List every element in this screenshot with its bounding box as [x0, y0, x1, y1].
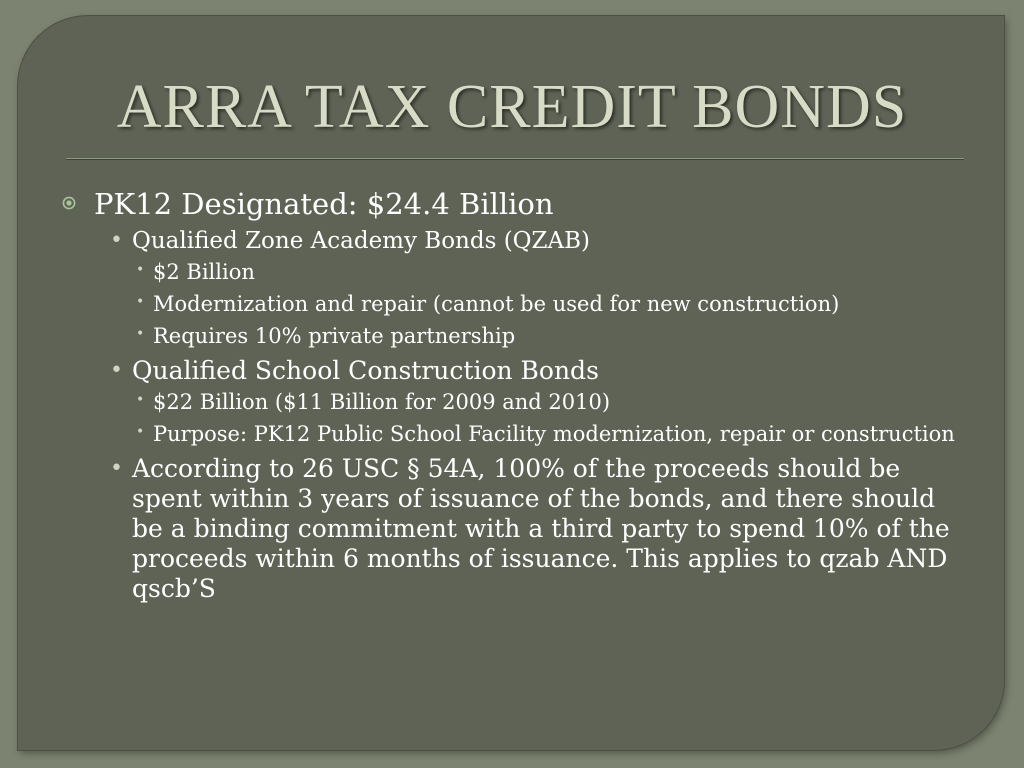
slide-content — [62, 184, 962, 604]
dot-bullet-icon: • — [136, 294, 145, 310]
slide-title: ARRA TAX CREDIT BONDS — [116, 73, 908, 141]
dot-bullet-icon: • — [136, 392, 145, 408]
bullet-text: Requires 10% private partnership — [153, 324, 516, 348]
dot-bullet-icon: • — [136, 326, 145, 342]
bullet-level1 — [62, 184, 962, 224]
dot-bullet-icon: • — [110, 456, 123, 481]
bullet-level3 — [62, 260, 962, 284]
bullet-text: Qualified School Construction Bonds — [132, 356, 599, 385]
dot-bullet-icon: • — [110, 228, 123, 253]
dot-bullet-icon: • — [136, 424, 145, 440]
bullet-level3 — [62, 324, 962, 348]
bullet-level2 — [62, 454, 962, 604]
circle-bullet-icon — [62, 196, 76, 210]
bullet-level2 — [62, 226, 962, 256]
title-divider — [66, 158, 964, 160]
bullet-level3 — [62, 292, 962, 316]
dot-bullet-icon: • — [110, 358, 123, 383]
bullet-text: According to 26 USC § 54A, 100% of the proceeds should be spent within 3 years of issuance of the bonds, and there should be a binding commitment with a third party to spend 10% of the proceeds within 6 months of issuance. This applies to qzab AND qscb’S — [132, 454, 950, 603]
bullet-text: Modernization and repair (cannot be used for new construction) — [153, 292, 840, 316]
bullet-level3 — [62, 422, 962, 446]
bullet-text: PK12 Designated: $24.4 Billion — [94, 187, 554, 221]
bullet-text: Purpose: PK12 Public School Facility modernization, repair or construction — [153, 422, 955, 446]
dot-bullet-icon: • — [136, 262, 145, 278]
bullet-level2 — [62, 356, 962, 386]
bullet-text: $22 Billion ($11 Billion for 2009 and 2010) — [153, 390, 611, 414]
bullet-text: $2 Billion — [153, 260, 255, 284]
bullet-text: Qualified Zone Academy Bonds (QZAB) — [132, 228, 590, 254]
bullet-level3 — [62, 390, 962, 414]
